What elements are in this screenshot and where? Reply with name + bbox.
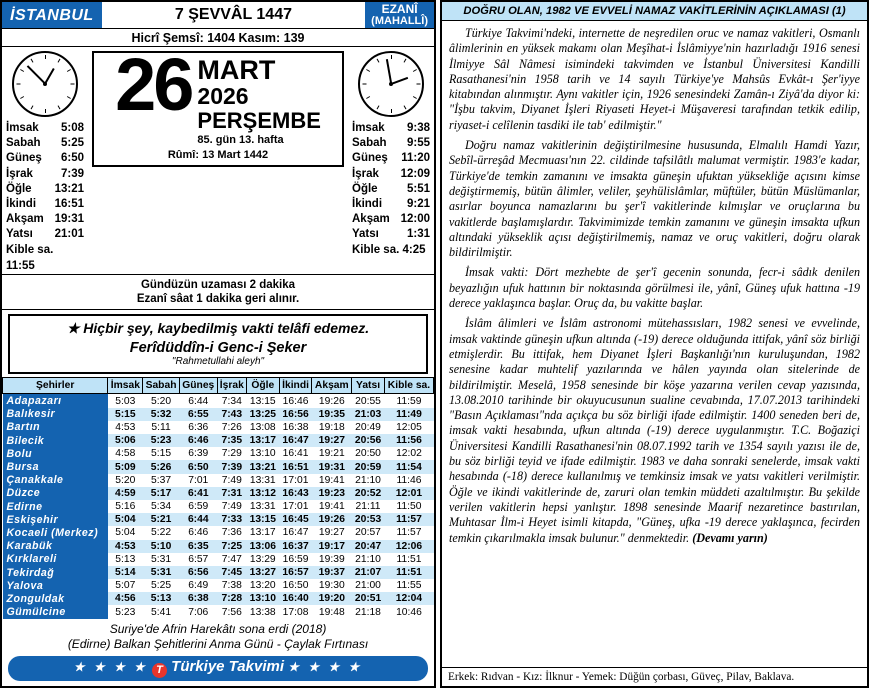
time-cell: 4:59 [115, 487, 136, 499]
year: 2026 [197, 83, 249, 109]
time-cell: 7:47 [221, 553, 242, 565]
local-times-column [2, 47, 88, 274]
prayer-value: 9:38 [406, 122, 430, 134]
brand-bar [8, 656, 428, 681]
daylight-note-line2: Ezanî sâat 1 dakika geri alınır. [136, 293, 300, 306]
col-kible: Kible sa. [384, 378, 433, 394]
time-cell: 12:01 [395, 487, 423, 499]
time-cell: 6:38 [187, 593, 209, 605]
time-cell: 19:21 [318, 448, 345, 460]
prayer-row [6, 197, 84, 212]
time-cell: 13:25 [249, 408, 276, 420]
time-cell: 21:10 [355, 474, 381, 486]
table-row [3, 605, 434, 618]
clock-face-local [12, 51, 78, 117]
article-paragraph: İmsak vakti: Dört mezhebte de şer'î gecenin sonunda, fecr-i sâdık denilen beyazlığın ufuk hattının bir noktasında görülmesi ile, yânî, Güneş ufuk hattına -19 derece yaklaşınca başlar. Oruç da, bu vakitte başlar. [449, 265, 860, 311]
time-cell: 5:04 [115, 514, 136, 526]
time-cell: 7:31 [221, 487, 243, 499]
time-cell: 11:57 [396, 527, 422, 539]
hijri-date: 7 ŞEVVÂL 1447 [174, 6, 292, 23]
time-cell: 17:08 [282, 606, 309, 618]
stars-left: ★ ★ ★ ★ [73, 659, 148, 674]
time-cell: 5:16 [115, 501, 136, 513]
prayer-value: 5:08 [60, 122, 84, 134]
ezani-label-2: (MAHALLÎ) [371, 14, 428, 27]
time-cell: 19:48 [318, 606, 345, 618]
time-cell: 6:46 [188, 527, 209, 539]
table-row [3, 513, 434, 526]
time-cell: 13:08 [249, 421, 276, 433]
time-cell: 13:15 [249, 514, 276, 526]
big-date [98, 43, 338, 147]
ezani-clock [352, 51, 430, 117]
city-cell: Karabük [3, 540, 108, 553]
time-cell: 16:47 [282, 527, 309, 539]
prayer-row [352, 136, 430, 151]
time-cell: 5:06 [115, 435, 136, 447]
time-cell: 6:49 [188, 580, 209, 592]
time-cell: 21:18 [355, 606, 381, 618]
day-number: 26 [115, 43, 192, 126]
day-of-year: 85. gün 13. hafta [197, 134, 284, 147]
time-cell: 11:49 [396, 408, 422, 420]
time-cell: 19:37 [318, 567, 345, 578]
time-cell: 19:18 [318, 421, 345, 433]
time-cell: 5:17 [150, 487, 172, 499]
time-cell: 6:35 [187, 540, 209, 552]
time-cell: 16:45 [282, 514, 309, 526]
prayer-value: 19:31 [54, 213, 84, 226]
time-cell: 6:59 [188, 501, 209, 513]
date-block [88, 43, 348, 274]
ezani-prayer-times [352, 121, 430, 259]
prayer-value: 12:09 [400, 167, 430, 180]
kible-time-local: Kible sa. 11:55 [6, 244, 54, 272]
city-cell: Adapazarı [3, 394, 108, 407]
city-cell: Zonguldak [3, 592, 108, 605]
time-cell: 13:10 [249, 448, 276, 460]
time-cell: 21:11 [355, 501, 381, 513]
prayer-row [352, 182, 430, 197]
time-cell: 16:51 [282, 461, 309, 473]
time-cell: 19:17 [318, 540, 345, 552]
time-cell: 20:47 [354, 540, 382, 552]
prayer-value: 11:20 [401, 152, 430, 165]
time-cell: 16:59 [282, 553, 309, 565]
table-header-row [3, 378, 434, 394]
col-israk: İşrak [217, 378, 246, 394]
article-header: DOĞRU OLAN, 1982 VE EVVELİ NAMAZ VAKİTLERİNİN AÇIKLAMASI (1) [442, 2, 867, 21]
time-cell: 13:12 [249, 487, 276, 499]
time-cell: 7:25 [221, 540, 243, 552]
time-cell: 5:14 [115, 567, 136, 578]
table-row [3, 460, 434, 473]
time-cell: 21:03 [354, 408, 382, 420]
prayer-row [6, 227, 84, 242]
city-label: İSTANBUL [2, 2, 102, 28]
brand-logo-icon: T [152, 663, 167, 678]
table-row [3, 540, 434, 553]
prayer-value: 21:01 [54, 228, 84, 241]
prayer-value: 16:51 [54, 197, 84, 210]
col-yatsi: Yatsı [352, 378, 385, 394]
time-cell: 7:28 [221, 593, 243, 605]
time-cell: 7:49 [221, 501, 242, 513]
time-cell: 11:56 [396, 435, 422, 447]
time-cell: 5:04 [115, 527, 136, 539]
time-cell: 13:06 [249, 540, 276, 552]
time-cell: 7:33 [221, 514, 243, 526]
prayer-label: Güneş [352, 152, 388, 165]
city-cell: Tekirdağ [3, 566, 108, 579]
brand-name: Türkiye Takvimi [171, 657, 284, 675]
time-cell: 5:15 [115, 408, 136, 420]
article-paragraph: Doğru namaz vakitlerinin değiştirilmesine hususunda, Elmalılı Hamdi Yazır, Sebîl-ürreşâd Mecmuası'nın 22. cildinde tafsilâtlı malumat vermiştir. 1983'e kadar, Türkiye'de temkin zamanını ve imsakta güneşin ufuktan yüksekliğe açısını kimse değiştirmemiş, bütün âlimler, veliler, şeyhülislâmlar, müftüler, bütün Müslümanlar, asırlar boyunca namazlarını bu şer'î vakitlerinde kılmışlar ve oruçlarına bu vakitlerde başlamışlardır. Takvimimizde temkin zamanını ve güneşin imsakta ufkun altındaki yükseklik açısı değiştirilmemiş, namaz ve oruç vakitleri, doğru olarak bildirilmiştir. [449, 138, 860, 260]
time-cell: 5:31 [151, 553, 172, 565]
time-cell: 6:41 [187, 487, 209, 499]
prayer-label: İmsak [6, 122, 39, 134]
prayer-value: 9:55 [406, 137, 430, 150]
time-cell: 11:46 [396, 474, 422, 486]
time-cell: 5:13 [150, 593, 172, 605]
time-cell: 19:30 [318, 580, 345, 592]
ezani-badge [365, 2, 434, 28]
time-cell: 19:26 [318, 514, 345, 526]
table-row [3, 394, 434, 408]
time-cell: 5:13 [115, 553, 136, 565]
time-cell: 5:37 [151, 474, 172, 486]
city-cell: Edirne [3, 500, 108, 513]
table-row [3, 592, 434, 605]
time-cell: 19:31 [318, 461, 345, 473]
prayer-row [6, 136, 84, 151]
quote-box [8, 314, 428, 374]
time-cell: 11:51 [396, 567, 422, 578]
prayer-row [352, 212, 430, 227]
continued-label: (Devamı yarın) [689, 530, 768, 545]
time-cell: 16:41 [282, 448, 309, 460]
prayer-label: İkindi [352, 197, 383, 210]
time-cell: 12:02 [396, 448, 422, 460]
prayer-label: Öğle [352, 182, 378, 195]
prayer-label: Yatsı [352, 228, 379, 241]
prayer-label: İmsak [352, 122, 385, 134]
time-cell: 20:52 [354, 487, 382, 499]
time-cell: 5:32 [150, 408, 172, 420]
time-cell: 19:35 [318, 408, 345, 420]
table-row [3, 553, 434, 566]
time-cell: 5:21 [150, 514, 172, 526]
prayer-value: 1:31 [406, 228, 430, 241]
prayer-row [6, 167, 84, 182]
time-cell: 7:26 [221, 421, 242, 433]
prayer-label: İşrak [352, 167, 379, 180]
prayer-row [6, 151, 84, 166]
time-cell: 12:05 [396, 421, 422, 433]
top-bar [2, 2, 434, 29]
time-cell: 7:29 [221, 448, 242, 460]
article-paragraph: Türkiye Takvimi'ndeki, internette de neşredilen oruc ve namaz vakitleri, Osmanlı âlimlerinin en yüksek makamı olan Meşîhat-i İslâmiyye'nin hazırladığı 1916 senesi İlmiyye Sâl Nâmesi isimindeki takvimden ve İstanbul Üniversitesi Kandilli Rasathanesi'nin 1958 tarih ve 14 sayılı Türkiye'ye Mahsûs Evkât-ı Şer'iyye kitabından alınmıştır. Aynı vakitler için, 1926 senesindeki Zamân-ı Ziyâ'da diyor ki: "İşbu takvim, Diyanet İşleri Riyaseti Heyet-i Müşaveresi tarafından tetkik edilip, riyaset-i celîlenin tasdiki ile tab' edilmiştir." [449, 26, 860, 132]
prayer-row [352, 121, 430, 136]
table-row [3, 447, 434, 460]
time-cell: 21:10 [355, 553, 381, 565]
prayer-row [352, 167, 430, 182]
local-clock [6, 51, 84, 117]
time-cell: 20:49 [355, 421, 381, 433]
time-cell: 16:38 [282, 421, 309, 433]
time-cell: 6:56 [187, 567, 209, 578]
time-cell: 20:59 [354, 461, 382, 473]
prayer-row [6, 182, 84, 197]
time-cell: 7:56 [221, 606, 242, 618]
time-cell: 20:53 [354, 514, 382, 526]
time-cell: 13:38 [249, 606, 276, 618]
prayer-label: Öğle [6, 182, 32, 195]
month-name: MART [197, 55, 276, 85]
city-cell: Gümülcine [3, 605, 108, 618]
prayer-label: Sabah [6, 137, 41, 150]
time-cell: 12:06 [395, 540, 423, 552]
prayer-value: 7:39 [60, 167, 84, 180]
quote-text: ★ Hiçbir şey, kaybedilmiş vakti telâfi edemez. [66, 320, 370, 337]
time-cell: 19:20 [318, 593, 345, 605]
time-cell: 11:50 [396, 501, 422, 513]
city-cell: Bolu [3, 447, 108, 460]
prayer-value: 13:21 [54, 182, 84, 195]
prayer-value: 12:00 [400, 213, 430, 226]
time-cell: 5:31 [150, 567, 172, 578]
prayer-label: Sabah [352, 137, 387, 150]
time-cell: 5:20 [151, 395, 172, 407]
time-cell: 16:43 [282, 487, 309, 499]
time-cell: 19:41 [318, 474, 345, 486]
prayer-value: 5:51 [406, 182, 430, 195]
prayer-label: Yatsı [6, 228, 33, 241]
article-paragraph: İslâm âlimleri ve İslâm astronomi mütehassısları, 1982 senesi ve evvelinde, imsak vaktinde güneşin ufkun altında (-19) derece olduğunda ittifak, yânî söz birliği etmişlerdir. Bu ittifak, hem Diyanet İşleri Başkanlığı'nın kuruluşundan, 1982 senesine kadar muhtelif yazılarında ve hâlen yayında olan sitelerinde de bildirilmiştir. Meselâ, 1958 senesinde bir köşe yazarına verilen cevap yazısında, 13.08.2010 tarihinde bir okuyucusunun sualine cevabında, 17.07.2013 tarihindeki "Basın Açıklaması"nda açıkça bu söz birliği ifade edilmiştir. 1400 seneden beri de, imsak vakti hesabında, ufkun altında (-19) derece uygulanmıştır. T.C. Boğaziçi Üniversitesi Kandilli Rasathanesi'nin 08.07.1992 tarih ve 1354 sayılı yazısı ile de, bu söz birliği teyid ve ifade edilmiştir. 1983 ve daha sonraki senelerde, imsak vakti hesabında (-18) derece kullanılmış ve temkinsiz imsak ve yatsı vakitleri verilmiştir. Öğle ve ikindi vakitlerinde de, zaruri olan temkin müddeti azaltılmıştır. Bu şekilde verilen vakitlerin hepsi yanlıştır. 1898 senesinde Maarif nezaretince bastırılan, Muhtasar İlm-i Heyet isimli kitapda, "Güneş, ufka -19 derece yaklaşınca, fecirden temkin çıkarılmakla imsak bulunur." denmektedir. (Devamı yarın) [449, 316, 860, 545]
city-cell: Bursa [3, 460, 108, 473]
prayer-label: İşrak [6, 167, 33, 180]
col-ikindi: İkindi [279, 378, 312, 394]
time-cell: 19:41 [318, 501, 345, 513]
prayer-row [352, 227, 430, 242]
time-cell: 5:09 [115, 461, 136, 473]
time-cell: 7:45 [221, 567, 243, 578]
time-cell: 12:04 [395, 593, 423, 605]
time-cell: 5:23 [150, 435, 172, 447]
time-cell: 6:50 [187, 461, 209, 473]
date-and-times [2, 43, 434, 275]
time-cell: 13:17 [249, 435, 276, 447]
time-cell: 17:01 [282, 501, 309, 513]
time-cell: 21:00 [355, 580, 381, 592]
table-row [3, 526, 434, 539]
prayer-row [6, 121, 84, 136]
city-cell: Eskişehir [3, 513, 108, 526]
table-row [3, 566, 434, 579]
time-cell: 19:27 [318, 435, 345, 447]
date-box [92, 43, 344, 167]
col-sabah: Sabah [143, 378, 180, 394]
time-cell: 13:21 [249, 461, 276, 473]
time-cell: 5:20 [115, 474, 136, 486]
time-cell: 13:15 [249, 395, 276, 407]
time-cell: 16:57 [282, 567, 309, 578]
city-cell: Kocaeli (Merkez) [3, 526, 108, 539]
time-cell: 11:57 [396, 514, 422, 526]
time-cell: 11:51 [396, 553, 422, 565]
time-cell: 16:40 [282, 593, 309, 605]
table-row [3, 487, 434, 500]
daylight-note-line1: Gündüzün uzaması 2 dakika [140, 278, 295, 291]
time-cell: 13:31 [249, 501, 276, 513]
time-cell: 5:03 [115, 395, 136, 407]
hijri-shamsi-line: Hicrî Şemsî: 1404 Kasım: 139 [2, 29, 434, 47]
day-name: PERŞEMBE [197, 108, 321, 134]
city-times-table [2, 377, 434, 618]
ezani-label-1: EZANÎ [381, 1, 418, 16]
kible-time-ezani: Kible sa. 4:25 [352, 244, 426, 257]
article-footer: Erkek: Rıdvan - Kız: İlknur - Yemek: Düğün çorbası, Güveç, Pilav, Baklava. [442, 667, 867, 686]
time-cell: 16:37 [282, 540, 309, 552]
col-imsak: İmsak [108, 378, 143, 394]
time-cell: 5:41 [151, 606, 172, 618]
time-cell: 6:39 [188, 448, 209, 460]
time-cell: 5:22 [151, 527, 172, 539]
city-cell: Yalova [3, 579, 108, 592]
prayer-value: 5:25 [60, 137, 84, 150]
local-prayer-times [6, 121, 84, 274]
time-cell: 11:55 [396, 580, 422, 592]
time-cell: 5:10 [150, 540, 172, 552]
time-cell: 4:53 [115, 421, 136, 433]
time-cell: 19:23 [318, 487, 345, 499]
time-cell: 11:54 [396, 461, 422, 473]
time-cell: 4:58 [115, 448, 136, 460]
time-cell: 5:25 [151, 580, 172, 592]
time-cell: 7:39 [221, 461, 243, 473]
city-cell: Çanakkale [3, 474, 108, 487]
time-cell: 20:55 [355, 395, 381, 407]
daylight-note [2, 275, 434, 311]
time-cell: 13:27 [249, 567, 276, 578]
city-cell: Bartın [3, 421, 108, 434]
time-cell: 19:27 [318, 527, 345, 539]
city-cell: Kırklareli [3, 553, 108, 566]
time-cell: 20:57 [355, 527, 381, 539]
rumi-date: Rûmî: 13 Mart 1442 [167, 149, 269, 162]
table-row [3, 421, 434, 434]
time-cell: 6:55 [187, 408, 209, 420]
col-ogle: Öğle [246, 378, 279, 394]
footer-notes [2, 622, 434, 652]
prayer-label: Akşam [352, 213, 390, 226]
footer-note-1: Suriye'de Afrin Harekâtı sona erdi (2018) [109, 621, 327, 636]
time-cell: 7:38 [221, 580, 242, 592]
time-cell: 7:34 [221, 395, 242, 407]
time-cell: 16:46 [282, 395, 309, 407]
clock-face-ezani [358, 51, 424, 117]
time-cell: 20:56 [354, 435, 382, 447]
time-cell: 17:01 [282, 474, 309, 486]
time-cell: 21:07 [354, 567, 382, 578]
time-cell: 7:49 [221, 474, 242, 486]
quote-author: Ferîdüddîn-i Genc-i Şeker [129, 340, 307, 357]
time-cell: 16:47 [282, 435, 309, 447]
col-aksam: Akşam [312, 378, 352, 394]
time-cell: 7:06 [188, 606, 209, 618]
time-cell: 7:43 [221, 408, 243, 420]
time-cell: 20:50 [355, 448, 381, 460]
prayer-value: 9:21 [406, 197, 430, 210]
prayer-row [352, 197, 430, 212]
time-cell: 16:56 [282, 408, 309, 420]
time-cell: 7:35 [221, 435, 243, 447]
city-cell: Bilecik [3, 434, 108, 447]
time-cell: 6:44 [188, 395, 209, 407]
table-row [3, 579, 434, 592]
stars-right: ★ ★ ★ ★ [288, 659, 363, 674]
table-row [3, 408, 434, 421]
time-cell: 6:57 [188, 553, 209, 565]
right-article-card [440, 0, 869, 688]
table-body [3, 394, 434, 619]
time-cell: 4:56 [115, 593, 136, 605]
prayer-label: Akşam [6, 213, 44, 226]
city-cell: Balıkesir [3, 408, 108, 421]
quote-author-suffix: "Rahmetullahi aleyh" [171, 356, 265, 368]
prayer-label: İkindi [6, 197, 37, 210]
city-cell: Düzce [3, 487, 108, 500]
time-cell: 13:31 [249, 474, 276, 486]
table-row [3, 434, 434, 447]
time-cell: 20:51 [354, 593, 382, 605]
time-cell: 5:26 [150, 461, 172, 473]
time-cell: 6:44 [187, 514, 209, 526]
time-cell: 6:46 [187, 435, 209, 447]
time-cell: 5:15 [151, 448, 172, 460]
col-sehirler: Şehirler [3, 378, 108, 394]
time-cell: 13:29 [249, 553, 276, 565]
time-cell: 19:26 [318, 395, 345, 407]
time-cell: 5:11 [151, 421, 171, 433]
footer-note-2: (Edirne) Balkan Şehitlerini Anma Günü - Çaylak Fırtınası [67, 636, 369, 651]
time-cell: 11:59 [396, 395, 422, 407]
time-cell: 19:39 [318, 553, 345, 565]
time-cell: 10:46 [396, 606, 422, 618]
time-cell: 5:23 [115, 606, 136, 618]
table-row [3, 474, 434, 487]
time-cell: 13:17 [249, 527, 276, 539]
prayer-value: 6:50 [60, 152, 84, 165]
time-cell: 13:10 [249, 593, 276, 605]
time-cell: 6:36 [188, 421, 209, 433]
prayer-row [352, 151, 430, 166]
time-cell: 5:07 [115, 580, 136, 592]
time-cell: 7:36 [221, 527, 242, 539]
table-row [3, 500, 434, 513]
ezani-times-column [348, 47, 434, 274]
time-cell: 4:53 [115, 540, 136, 552]
time-cell: 16:50 [282, 580, 309, 592]
time-cell: 5:34 [151, 501, 172, 513]
col-gunes: Güneş [179, 378, 217, 394]
time-cell: 7:01 [188, 474, 209, 486]
article-body [442, 21, 867, 546]
prayer-row [6, 212, 84, 227]
prayer-label: Güneş [6, 152, 42, 165]
time-cell: 13:20 [249, 580, 276, 592]
